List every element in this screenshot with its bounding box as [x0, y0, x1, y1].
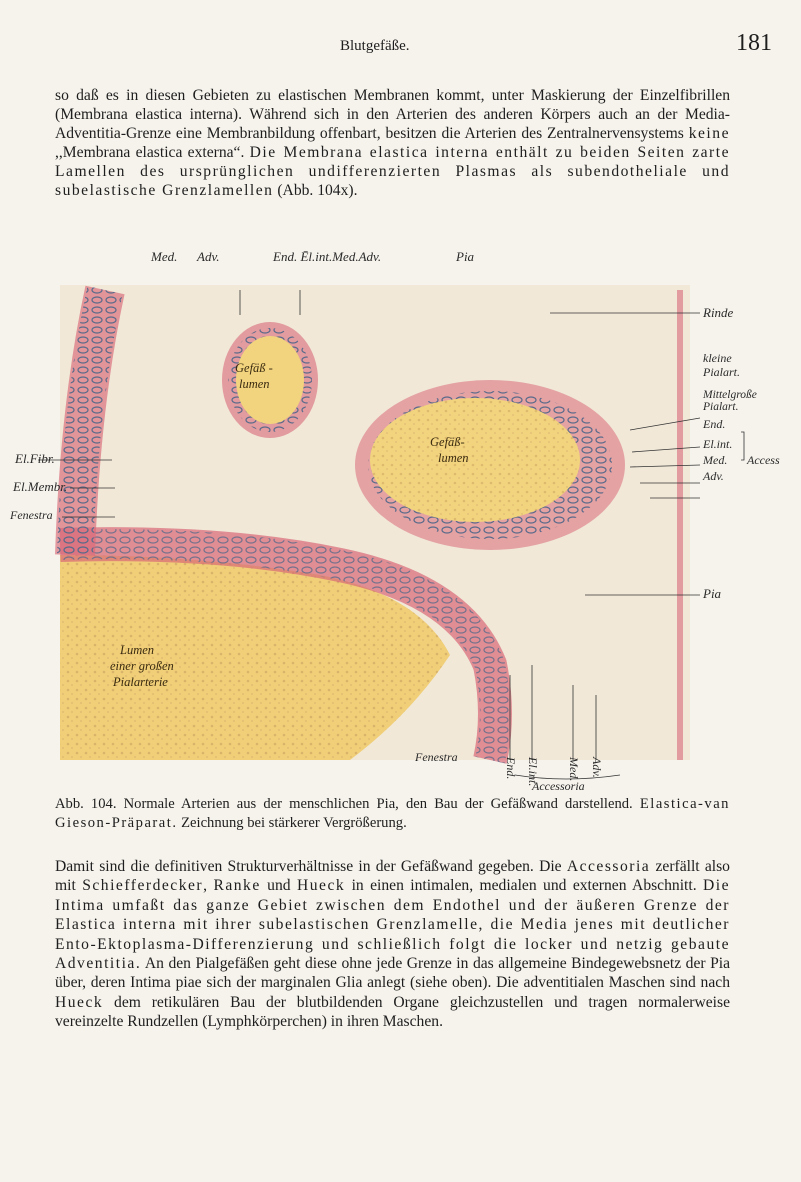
label-end-group-top: End. Ēl.int.Med.Adv. [273, 249, 382, 264]
label-rinde: Rinde [703, 305, 734, 320]
label-gefaess-2: Gefäß- [430, 435, 465, 449]
label-elmembr: El.Membr. [13, 479, 68, 494]
label-pialart: Pialart. [703, 365, 741, 379]
caption-spaced-text: Elastica-van Gieson-Präparat. [55, 796, 730, 832]
label-end-vertical: End. [504, 757, 518, 780]
paragraph-1 [55, 86, 730, 201]
text-run: Damit sind die definitiven Strukturverhältnisse in der Gefäßwand gegeben. Die [55, 858, 567, 875]
label-adv-top: Adv. [197, 249, 220, 264]
label-pialart2: Pialart. [703, 401, 739, 413]
spaced-text: Ranke [213, 877, 261, 895]
page-header [0, 28, 801, 58]
label-mittelgrosse: Mittelgroße [703, 389, 757, 401]
text-run: An den Pialgefäßen geht diese ohne jede Grenze in das allgemeine Bindegewebsnetz der Pia über, deren Intima piae sich der marginalen Glia anlegt (siehe oben). Die adventitialen Maschen sind nach [55, 955, 730, 992]
caption-text: Zeichnung bei stärkerer Vergrößerung. [177, 815, 407, 832]
running-title: Blutgefäße. [340, 38, 410, 54]
caption-text: Normale Arterien aus der menschlichen Pia, den Bau der Gefäßwand darstellend. [116, 796, 640, 812]
label-pia-top: Pia [456, 249, 475, 264]
figure-caption [55, 795, 730, 833]
label-gefaess-1: Gefäß - [235, 361, 273, 375]
label-med-vertical: Med. [567, 757, 581, 782]
label-med-top: Med. [151, 249, 178, 264]
label-lumen-big-2: einer großen [110, 659, 174, 673]
text-run: in einen intimalen, medialen und externen Abschnitt. [345, 877, 703, 895]
spaced-text: Hueck [296, 877, 346, 895]
caption-prefix: Abb. 104. [55, 796, 117, 812]
label-fenestra-bottom: Fenestra [415, 750, 458, 764]
text-run: so daß es in diesen Gebieten zu elastischen Membranen kommt, unter Maskierung der Einzelfibrillen (Membrana elastica interna). Während sich in den Arterien des anderen Körpers auch an der Media-Adventitia-Grenze eine Membranbildung offenbart, besitzen die Arterien des Zentralnervensystems [55, 87, 730, 143]
figure-illustration [20, 255, 800, 795]
label-adv: Adv. [703, 469, 724, 483]
spaced-text: Die Membrana elastica interna enthält zu beiden Seiten zarte Lamellen des ursprünglichen undifferenzierten Plasmas als subendotheliale und subelastische Grenzlamellen [55, 144, 730, 200]
label-elfibr: El.Fibr. [15, 451, 55, 466]
text-run: dem retikulären Bau der blutbildenden Organe gleichzustellen und tragen normalerweise vereinzelte Rundzellen (Lymphkörperchen) in ihren Maschen. [55, 993, 730, 1031]
paragraph-2 [55, 857, 730, 1032]
label-end: End. [703, 417, 726, 431]
label-lumen-big-1: Lumen [120, 643, 155, 657]
spaced-text: Accessoria [566, 858, 651, 875]
label-med: Med. [703, 453, 728, 467]
text-run: und [260, 877, 297, 895]
label-lumen-big-3: Pialarterie [113, 675, 168, 689]
label-lumen-1: lumen [239, 377, 270, 391]
label-kleine: kleine [703, 351, 732, 365]
label-adv-vertical: Adv. [590, 757, 604, 778]
spaced-text: Hueck [55, 993, 104, 1011]
page-number: 181 [736, 30, 772, 56]
label-access: Access [747, 453, 780, 467]
spaced-text: Die Intima umfaßt das ganze Gebiet zwischen dem Endothel und der äußeren Grenze der Elastica interna mit ihrer subelastischen Grenzlamelle, die Media jenes mit deutlicher Ento-Ektoplasma-Differenzierung und schließlich folgt die locker und netzig gebaute Adventitia. [55, 877, 731, 973]
histology-figure [10, 249, 800, 795]
spaced-text: keine [688, 125, 730, 143]
text-run: zerfällt also mit [55, 858, 730, 895]
label-fenestra: Fenestra [10, 508, 53, 522]
label-accessoria: Accessoria [532, 779, 585, 793]
spaced-text: Schiefferdecker [82, 877, 204, 895]
text-run: , [203, 877, 214, 895]
label-pia: Pia [703, 586, 722, 601]
label-elint-vertical: El.int. [526, 757, 540, 787]
label-lumen-2: lumen [438, 451, 469, 465]
text-run: ,,Membrana elastica externa“. [55, 144, 250, 162]
text-run: (Abb. 104x). [273, 182, 358, 200]
label-elint: El.int. [703, 437, 733, 451]
